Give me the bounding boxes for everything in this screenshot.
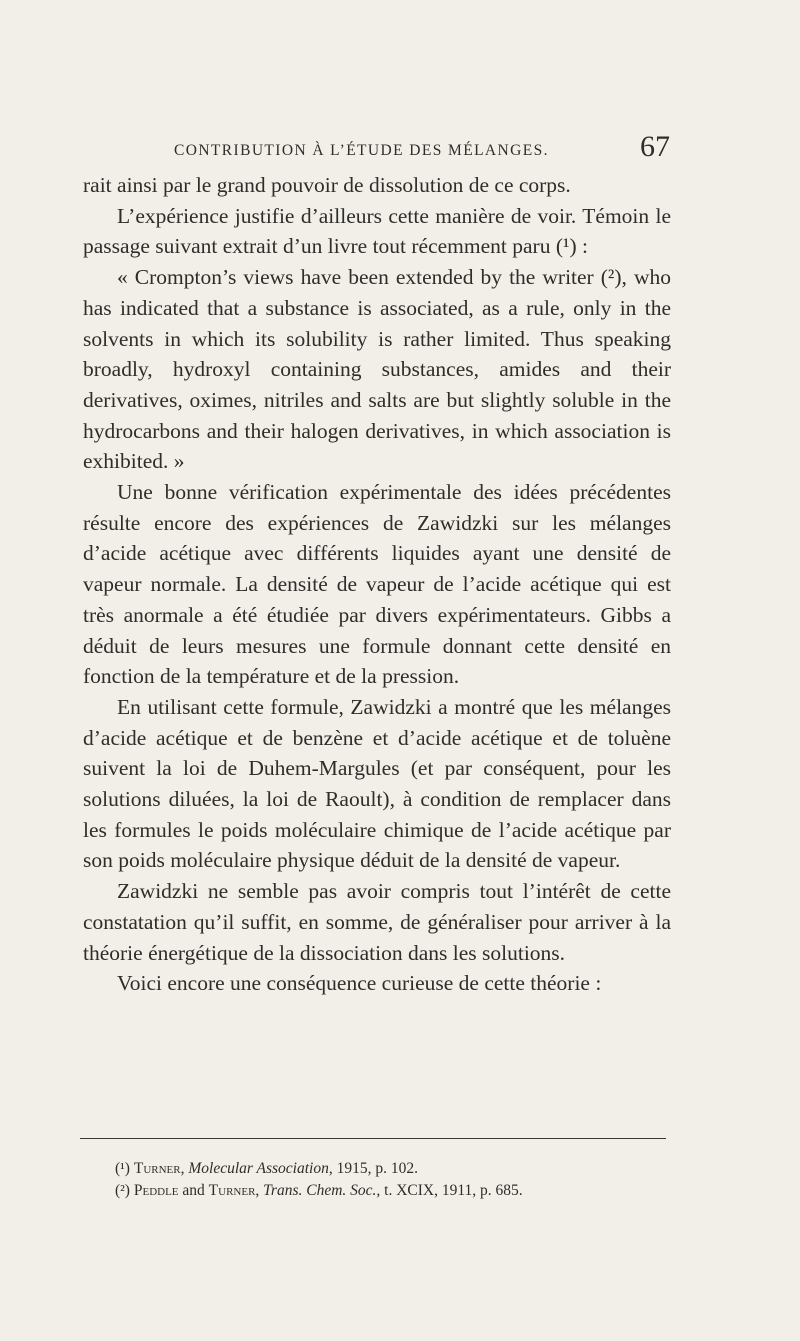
paragraph-6: Zawidzki ne semble pas avoir compris tout l’intérêt de cette constatation qu’il suffit, en somme, de généraliser pour arriver à la théorie énergétique de la dissociation dans les solutions.: [83, 879, 671, 965]
footnote-author-2: Turner,: [208, 1182, 260, 1199]
footnote-author: Turner,: [133, 1160, 185, 1177]
paragraph-4: Une bonne vérification expérimentale des idées précédentes résulte encore des expériences de Zawidzki sur les mélanges d’acide acétique avec différents liquides ayant une densité de vapeur normale. La densité de vapeur de l’acide acétique qui est très anormale a été étudiée par divers expérimentateurs. Gibbs a déduit de leurs mesures une formule donnant cette densité en fonction de la température et de la pression.: [83, 480, 671, 689]
footnote-1: [115, 1158, 675, 1180]
quotation-paragraph: « Crompton’s views have been extended by the writer (²), who has indicated that a substance is associated, as a rule, only in the solvents in which its solubility is rather limited. Thus speaking broadly, hydroxyl containing substances, amides and their derivatives, oximes, nitriles and salts are but slightly soluble in the hydrocarbons and their halogen derivatives, in which association is exhibited. »: [83, 265, 671, 474]
page-header: [80, 132, 670, 172]
paragraph-7: Voici encore une conséquence curieuse de cette théorie :: [117, 971, 602, 996]
paragraph-5: En utilisant cette formule, Zawidzki a montré que les mélanges d’acide acétique et de benzène et d’acide acétique et de toluène suivent la loi de Duhem-Margules (et par conséquent, pour les solutions diluées, la loi de Raoult), à condition de remplacer dans les formules le poids moléculaire chimique de l’acide acétique par son poids moléculaire physique déduit de la densité de vapeur.: [83, 694, 671, 873]
footnotes: [115, 1158, 675, 1202]
footnote-reference: 1915, p. 102.: [332, 1160, 418, 1177]
running-head: CONTRIBUTION À L’ÉTUDE DES MÉLANGES.: [174, 142, 549, 159]
footnote-divider: [80, 1138, 666, 1139]
footnote-title: Molecular Association,: [188, 1160, 333, 1177]
footnote-2: [115, 1180, 675, 1202]
body-text: [83, 170, 671, 999]
page-number: 67: [640, 130, 670, 163]
footnote-joiner: and: [178, 1182, 209, 1199]
footnote-title: Trans. Chem. Soc.,: [263, 1182, 381, 1199]
paragraph-1: rait ainsi par le grand pouvoir de dissolution de ce corps.: [83, 173, 571, 197]
footnote-marker: (²): [115, 1182, 130, 1199]
footnote-marker: (¹): [115, 1160, 130, 1177]
footnote-reference: t. XCIX, 1911, p. 685.: [380, 1182, 523, 1199]
paragraph-2: L’expérience justifie d’ailleurs cette manière de voir. Témoin le passage suivant extrait d’un livre tout récemment paru (¹) :: [83, 203, 671, 259]
footnote-author: Peddle: [133, 1182, 179, 1199]
